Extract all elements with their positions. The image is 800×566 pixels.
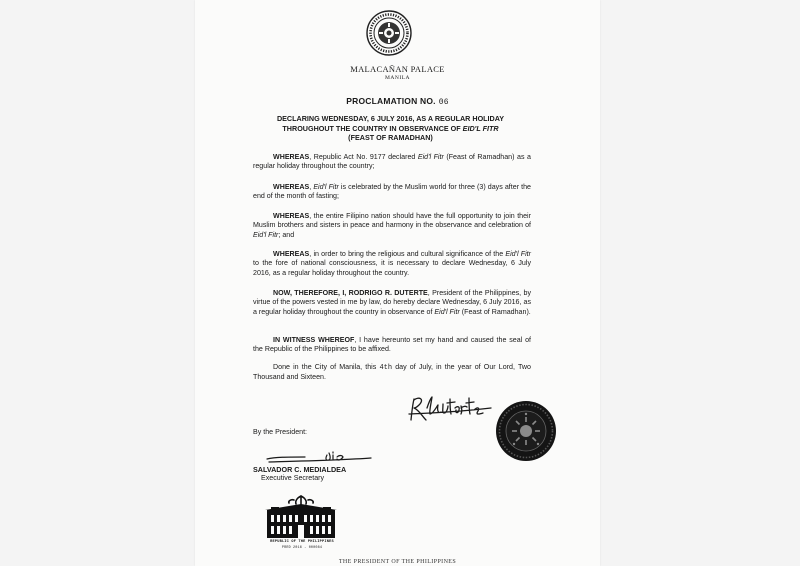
proclamation-heading — [195, 96, 600, 107]
paragraph-italic: Eid'l Fitr — [253, 230, 279, 239]
paragraph-lead: NOW, THEREFORE, I, RODRIGO R. DUTERTE — [273, 289, 428, 297]
paragraph-lead: WHEREAS — [273, 250, 310, 258]
paragraph-italic: Eid'l Fitr — [434, 307, 460, 316]
malacanang-palace-logo-icon — [261, 494, 341, 540]
paragraph-text: , President of the Philippines, by virtue of the powers vested in me by law, do hereby declare Wednesday, 6 July 2016, as a regular holiday throughout the country in observance of — [253, 289, 531, 316]
republic-seal-icon — [495, 400, 557, 462]
paragraph-text: to the fore of national consciousness, it is necessary to declare Wednesday, 6 July 2016, as a regular holiday throughout the country. — [253, 259, 531, 277]
president-signature — [405, 394, 495, 424]
paragraph-text: (Feast of Ramadhan). — [459, 307, 531, 316]
done-paragraph — [253, 363, 531, 383]
declaration-title — [253, 114, 528, 143]
declaration-line-2-italic: EID'L FITR — [462, 123, 499, 133]
whereas-paragraph-4 — [253, 250, 531, 278]
presidential-seal-icon — [366, 10, 412, 56]
paragraph-text: , Republic Act No. 9177 declared — [309, 153, 418, 161]
declaration-line-1: DECLARING WEDNESDAY, 6 JULY 2016, AS A REGULAR HOLIDAY — [276, 114, 505, 123]
paragraph-text: ; and — [278, 230, 295, 239]
whereas-paragraph-1 — [253, 153, 531, 172]
paragraph-text: , — [309, 183, 314, 191]
in-witness-paragraph — [253, 336, 531, 355]
paragraph-text: Done in the City of Manila, this — [273, 363, 380, 371]
logo-reference-number: PRRD 2016 - 000084 — [281, 546, 323, 550]
paragraph-italic: Eid'l Fitr — [417, 153, 444, 161]
footer-text: THE PRESIDENT OF THE PHILIPPINES — [338, 559, 457, 565]
paragraph-text: day of July, in the year of Our Lord, Two Thousand and Sixteen. — [253, 363, 531, 382]
paragraph-text: , I have hereunto set my hand and caused the seal of the Republic of the Philippines to be affixed. — [253, 336, 531, 354]
paragraph-lead: IN WITNESS WHEREOF — [273, 336, 355, 344]
secretary-signature — [265, 445, 375, 467]
proclamation-number: 06 — [438, 98, 449, 107]
proclamation-document — [195, 0, 600, 566]
paragraph-text: , the entire Filipino nation should have the full opportunity to join their Muslim brothers and sisters in peace and harmony in the observance and celebration of — [253, 212, 531, 230]
declaration-line-3: (FEAST OF RAMADHAN) — [348, 133, 433, 143]
whereas-paragraph-3 — [253, 212, 531, 240]
day-value: 4th — [379, 364, 393, 372]
secretary-title: Executive Secretary — [261, 474, 325, 482]
proclamation-label: PROCLAMATION NO. — [346, 96, 436, 106]
paragraph-italic: Eid'l Fitr — [313, 183, 339, 191]
whereas-paragraph-2 — [253, 183, 531, 202]
paragraph-text: (Feast of Ramadhan) as a regular holiday throughout the country; — [253, 153, 531, 171]
secretary-name: SALVADOR C. MEDIALDEA — [253, 465, 347, 474]
palace-title: MALACAÑAN PALACE — [350, 64, 445, 74]
paragraph-lead: WHEREAS — [273, 153, 310, 161]
by-the-president-label: By the President: — [253, 428, 308, 436]
paragraph-lead: WHEREAS — [273, 183, 310, 191]
now-therefore-paragraph — [253, 289, 531, 317]
city-label: MANILA — [385, 75, 410, 81]
paragraph-text: , in order to bring the religious and cultural significance of the — [309, 250, 506, 258]
logo-caption: REPUBLIC OF THE PHILIPPINES — [270, 540, 334, 544]
paragraph-text: is celebrated by the Muslim world for three (3) days after the end of the month of fasting; — [253, 183, 531, 201]
declaration-line-2-text: THROUGHOUT THE COUNTRY IN OBSERVANCE OF — [282, 123, 463, 133]
declaration-line-2 — [253, 124, 528, 134]
paragraph-lead: WHEREAS — [273, 212, 310, 220]
paragraph-italic: Eid'l Fitr — [505, 250, 531, 258]
